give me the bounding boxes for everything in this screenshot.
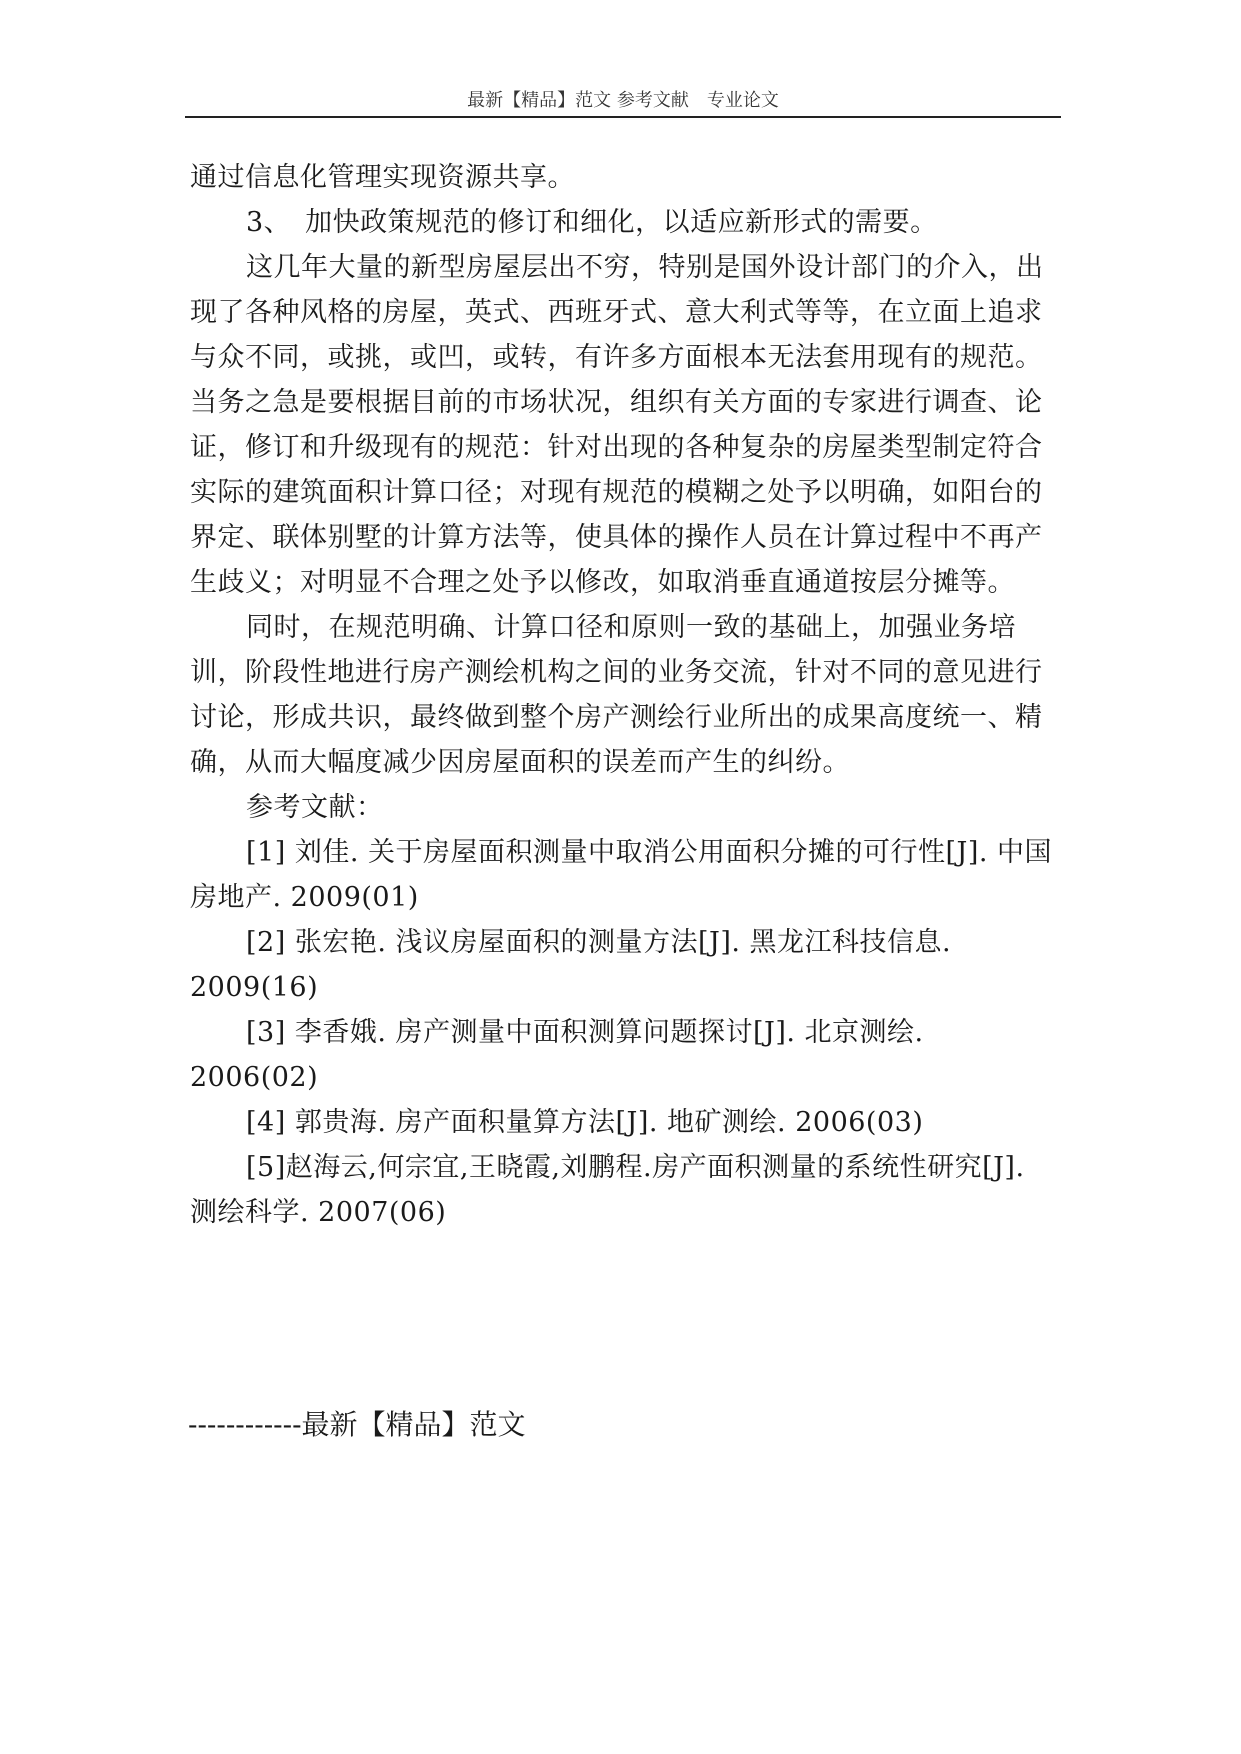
page-footer: ------------最新【精品】范文 <box>188 1408 526 1441</box>
document-body <box>190 155 1055 1235</box>
reference-4: [4] 郭贵海. 房产面积量算方法[J]. 地矿测绘. 2006(03) <box>246 1107 924 1138</box>
reference-3: [3] 李香娥. 房产测量中面积测算问题探讨[J]. 北京测绘. 2006(02) <box>190 1017 924 1093</box>
reference-1: [1] 刘佳. 关于房屋面积测量中取消公用面积分摊的可行性[J]. 中国房地产. 2009(01) <box>190 837 1053 913</box>
reference-2: [2] 张宏艳. 浅议房屋面积的测量方法[J]. 黑龙江科技信息. 2009(16) <box>190 927 952 1003</box>
page-header: 最新【精品】范文 参考文献 专业论文 <box>467 90 779 111</box>
header-divider <box>185 116 1061 118</box>
references-heading: 参考文献： <box>246 792 384 823</box>
paragraph-4: 同时，在规范明确、计算口径和原则一致的基础上，加强业务培训，阶段性地进行房产测绘机构之间的业务交流，针对不同的意见进行讨论，形成共识，最终做到整个房产测绘行业所出的成果高度统一、精确，从而大幅度减少因房屋面积的误差而产生的纠纷。 <box>190 612 1043 778</box>
paragraph-2: 3、 加快政策规范的修订和细化，以适应新形式的需要。 <box>246 207 938 238</box>
reference-5: [5]赵海云,何宗宜,王晓霞,刘鹏程.房产面积测量的系统性研究[J]. 测绘科学. 2007(06) <box>190 1152 1025 1228</box>
paragraph-1: 通过信息化管理实现资源共享。 <box>190 162 575 193</box>
paragraph-3: 这几年大量的新型房屋层出不穷，特别是国外设计部门的介入，出现了各种风格的房屋，英式、西班牙式、意大利式等等，在立面上追求与众不同，或挑，或凹，或转，有许多方面根本无法套用现有的规范。当务之急是要根据目前的市场状况，组织有关方面的专家进行调查、论证，修订和升级现有的规范：针对出现的各种复杂的房屋类型制定符合实际的建筑面积计算口径；对现有规范的模糊之处予以明确，如阳台的界定、联体别墅的计算方法等，使具体的操作人员在计算过程中不再产生歧义；对明显不合理之处予以修改，如取消垂直通道按层分摊等。 <box>190 252 1044 598</box>
